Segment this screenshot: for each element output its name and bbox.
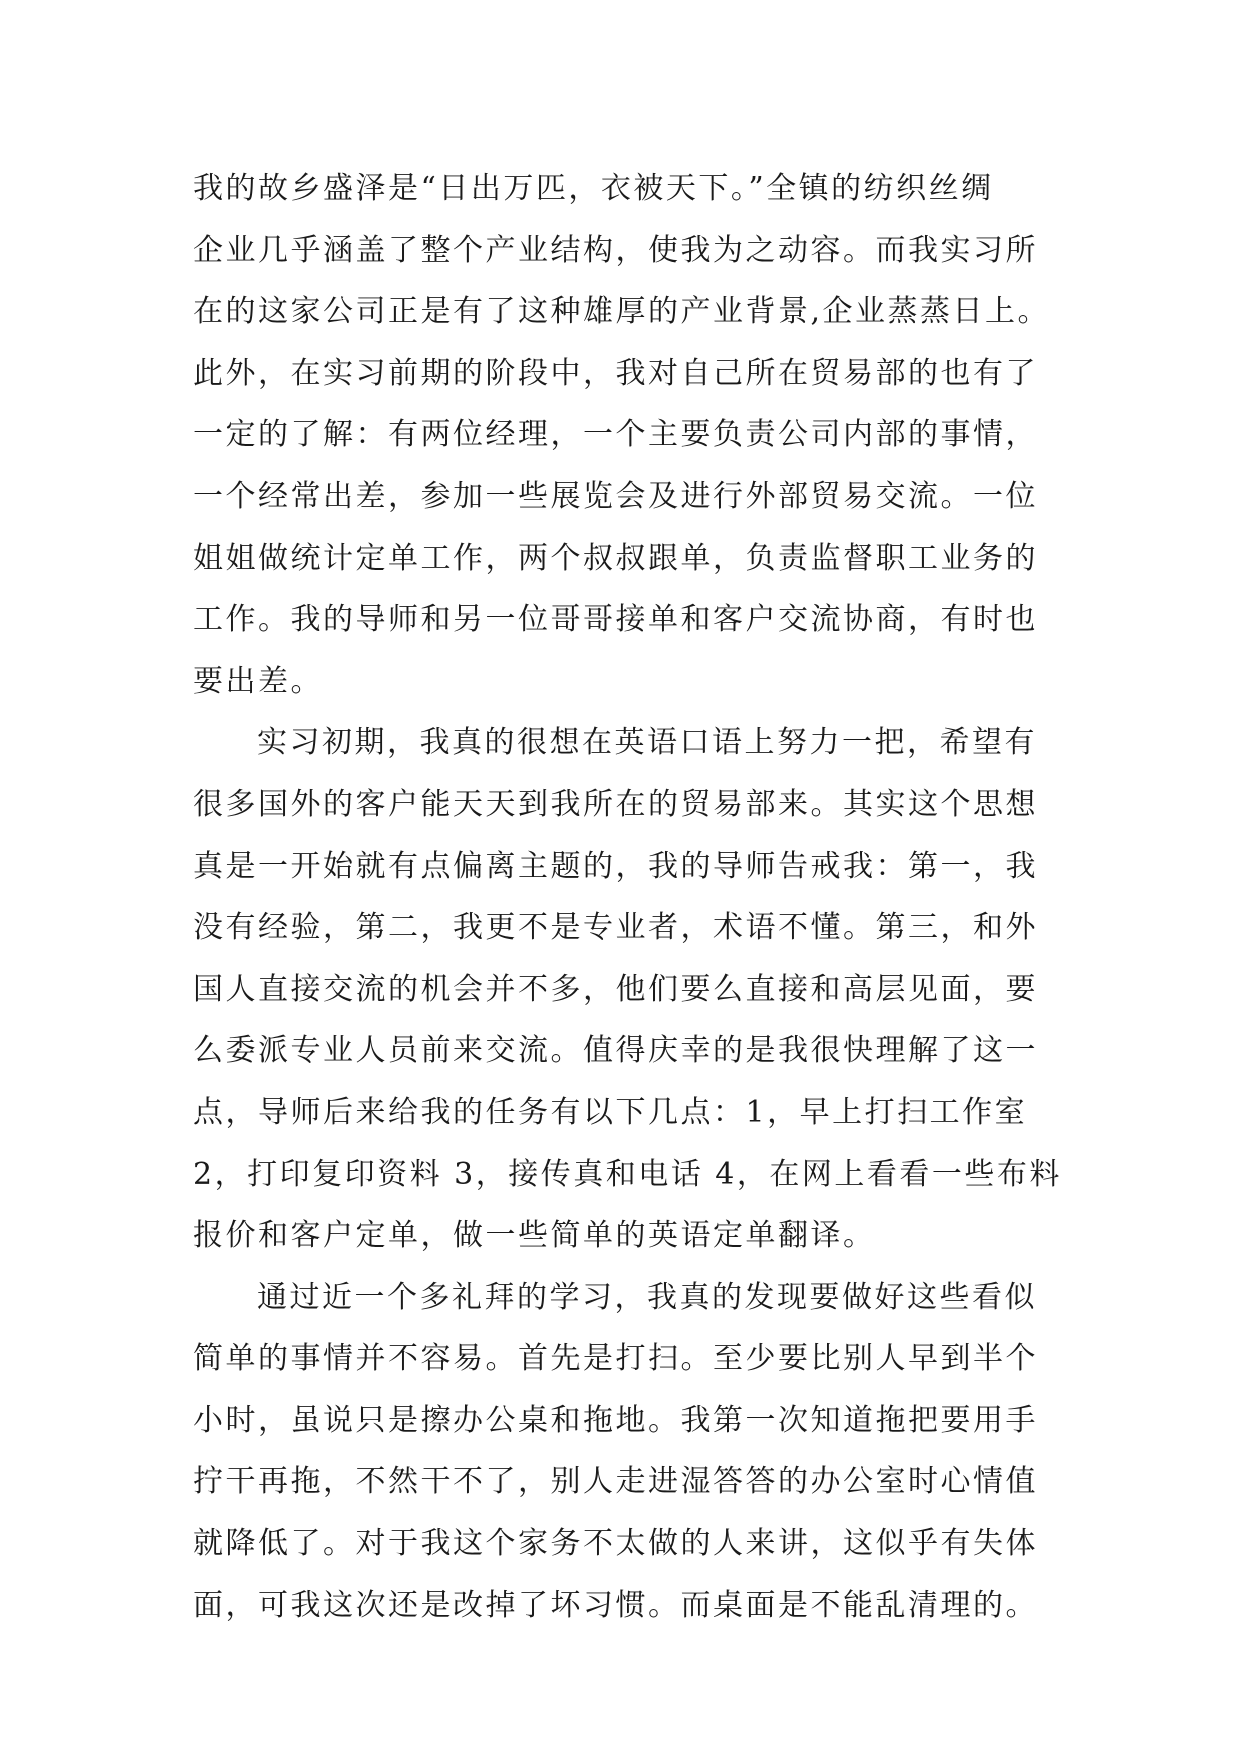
body-text xyxy=(193,158,1093,1636)
paragraph-start-line: 实习初期，我真的很想在英语口语上努力一把，希望有 xyxy=(257,725,1037,761)
text-line: 一定的了解：有两位经理，一个主要负责公司内部的事情， xyxy=(193,417,1038,453)
text-line: 在的这家公司正是有了这种雄厚的产业背景,企业蒸蒸日上。 xyxy=(193,294,1051,330)
text-line: 姐姐做统计定单工作，两个叔叔跟单，负责监督职工业务的 xyxy=(193,540,1038,576)
text-line: 工作。我的导师和另一位哥哥接单和客户交流协商，有时也 xyxy=(193,602,1038,638)
text-line: 要出差。 xyxy=(193,663,323,699)
text-line: 小时，虽说只是擦办公桌和拖地。我第一次知道拖把要用手 xyxy=(193,1402,1038,1438)
text-line: 没有经验，第二，我更不是专业者，术语不懂。第三，和外 xyxy=(193,910,1038,946)
text-line: 2，打印复印资料 3，接传真和电话 4，在网上看看一些布料 xyxy=(193,1156,1062,1192)
paragraph-start-line: 通过近一个多礼拜的学习，我真的发现要做好这些看似 xyxy=(257,1279,1037,1315)
text-line: 简单的事情并不容易。首先是打扫。至少要比别人早到半个 xyxy=(193,1341,1038,1377)
text-line: 真是一开始就有点偏离主题的，我的导师告戒我：第一，我 xyxy=(193,848,1038,884)
text-line: 此外，在实习前期的阶段中，我对自己所在贸易部的也有了 xyxy=(193,355,1038,391)
text-line: 面，可我这次还是改掉了坏习惯。而桌面是不能乱清理的。 xyxy=(193,1587,1038,1623)
text-line: 国人直接交流的机会并不多，他们要么直接和高层见面，要 xyxy=(193,971,1038,1007)
text-line: 么委派专业人员前来交流。值得庆幸的是我很快理解了这一 xyxy=(193,1033,1038,1069)
text-line: 我的故乡盛泽是“日出万匹，衣被天下。”全镇的纺织丝绸 xyxy=(193,171,994,206)
text-line: 企业几乎涵盖了整个产业结构，使我为之动容。而我实习所 xyxy=(193,232,1038,268)
text-line: 报价和客户定单，做一些简单的英语定单翻译。 xyxy=(193,1218,876,1254)
text-line: 点，导师后来给我的任务有以下几点：1，早上打扫工作室 xyxy=(193,1094,1028,1130)
text-line: 很多国外的客户能天天到我所在的贸易部来。其实这个思想 xyxy=(193,786,1038,822)
text-line: 拧干再拖，不然干不了，别人走进湿答答的办公室时心情值 xyxy=(193,1464,1038,1500)
text-line: 就降低了。对于我这个家务不太做的人来讲，这似乎有失体 xyxy=(193,1526,1038,1562)
text-line: 一个经常出差，参加一些展览会及进行外部贸易交流。一位 xyxy=(193,478,1038,514)
